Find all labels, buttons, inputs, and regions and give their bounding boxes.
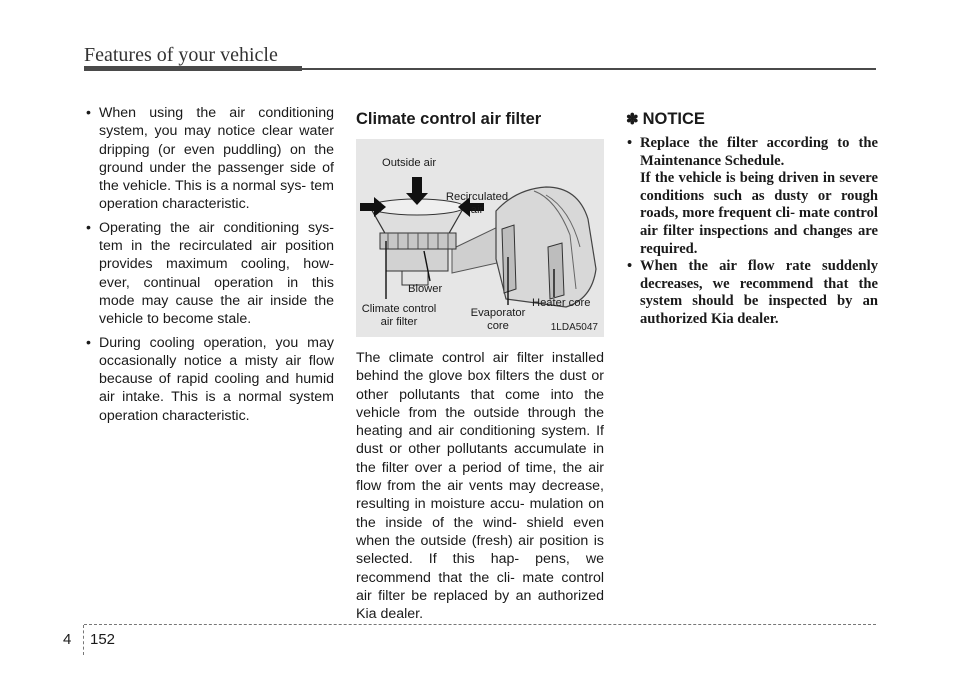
chapter-number: 4 — [63, 631, 72, 648]
left-bullet-list — [84, 104, 334, 425]
notice-asterisk-icon: ✽ — [626, 111, 639, 128]
air-filter-diagram — [356, 139, 604, 337]
label-heater-core: Heater core — [532, 297, 591, 309]
footer-divider — [84, 624, 876, 625]
label-evaporator-core: Evaporator core — [470, 307, 526, 332]
middle-column — [356, 104, 604, 623]
label-outside-air: Outside air — [382, 157, 437, 169]
notice-heading — [626, 110, 878, 129]
right-column — [626, 104, 878, 329]
header-rule-thick — [84, 66, 302, 71]
page-number: 152 — [90, 631, 116, 648]
list-item: • When using the air conditioning system, you may notice clear water dripping (or even puddling) on the ground under the passenger side of the vehicle. This is a normal sys- tem operation characteristic. — [84, 104, 334, 214]
notice-list — [626, 135, 878, 329]
left-column — [84, 104, 334, 430]
notice-title: NOTICE — [642, 110, 705, 128]
list-item: • When the air flow rate suddenly decreases, we recommend that the system should be inspected by an authorized Kia dealer. — [626, 258, 878, 328]
page-header-title: Features of your vehicle — [84, 44, 278, 66]
list-item: • During cooling operation, you may occasionally notice a misty air flow because of rapid cooling and humid air intake. This is a normal system operation characteristic. — [84, 334, 334, 425]
list-item: • Operating the air conditioning sys- tem in the recirculated air position provides maximum cooling, how- ever, continual operation in this mode may cause the air inside the vehicle to become stale. — [84, 219, 334, 329]
header-rule-thin — [302, 68, 876, 70]
list-item: • Replace the filter according to the Maintenance Schedule. If the vehicle is being driven in severe conditions such as dusty or rough roads, more frequent cli- mate control air filter inspections and changes are required. — [626, 135, 878, 258]
label-blower: Blower — [408, 283, 443, 295]
label-climate-control-air-filter: Climate control air filter — [361, 303, 437, 328]
filter-description: The climate control air filter installed behind the glove box filters the dust or other pollutants that come into the vehicle from the outside through the heating and air conditioning system. If dust or other pollutants accumulate in the filter over a period of time, the air flow from the air vents may decrease, resulting in moisture accu- mulation on the inside of the wind- shield even when the outside (fresh) air position is selected. If this hap- pens, we recommend that the cli- mate control air filter be replaced by an authorized Kia dealer. — [356, 350, 604, 623]
figure-code: 1LDA5047 — [550, 322, 598, 333]
label-recirculated-air: Recirculated air — [445, 191, 509, 216]
section-title: Climate control air filter — [356, 110, 542, 128]
footer-page-divider — [83, 625, 84, 655]
